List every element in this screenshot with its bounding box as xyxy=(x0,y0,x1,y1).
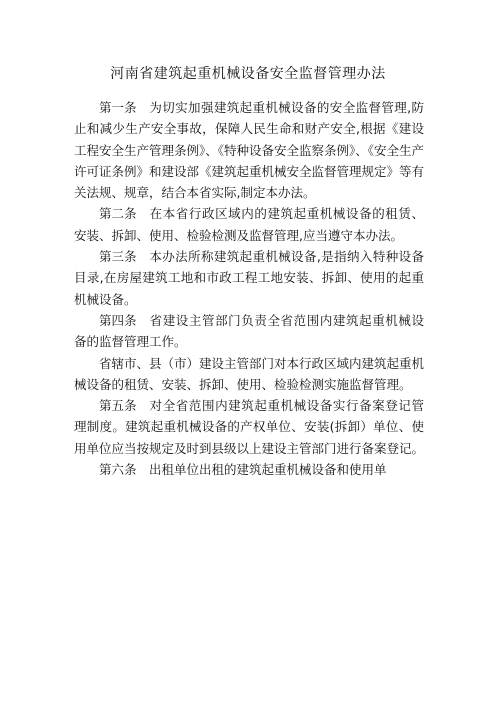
paragraph-article-4 xyxy=(74,310,424,353)
paragraph-article-6 xyxy=(74,459,424,480)
paragraph-article-5 xyxy=(74,395,424,459)
paragraph-article-2 xyxy=(74,203,424,246)
article-number: 第四条 xyxy=(99,312,137,328)
article-number: 第一条 xyxy=(99,100,137,115)
paragraph-text: 本办法所称建筑起重机械设备,是指纳入特种设备目录,在房屋建筑工地和市政工程工地安装、拆卸、使用的起重机械设备。 xyxy=(74,249,424,307)
paragraph-text: 对全省范围内建筑起重机械设备实行备案登记管理制度。建筑起重机械设备的产权单位、安装(拆卸）单位、使用单位应当按规定及时到县级以上建设主管部门进行备案登记。 xyxy=(74,398,425,456)
document-title: 河南省建筑起重机械设备安全监督管理办法 xyxy=(110,66,386,82)
paragraph-article-3 xyxy=(74,246,424,310)
paragraph-article-1 xyxy=(74,97,424,203)
article-number: 第三条 xyxy=(99,249,137,265)
document-body xyxy=(74,97,424,480)
article-number: 第六条 xyxy=(99,462,137,478)
paragraph-text: 为切实加强建筑起重机械设备的安全监督管理,防止和减少生产安全事故，保障人民生命和财产安全,根据《建设工程安全生产管理条例》、《特种设备安全监察条例》、《安全生产许可证条例》和建设部《建筑起重机械安全监督管理规定》等有关法规、规章，结合本省实际,制定本办法。 xyxy=(74,100,425,201)
article-number: 第二条 xyxy=(99,206,137,222)
paragraph-article-4-continued xyxy=(74,353,424,396)
article-number: 第五条 xyxy=(99,398,137,414)
paragraph-text: 出租单位出租的建筑起重机械设备和使用单 xyxy=(149,462,387,478)
paragraph-text: 省辖市、县（市）建设主管部门对本行政区域内建筑起重机械设备的租赁、安装、拆卸、使用、检验检测实施监督管理。 xyxy=(74,355,425,392)
paragraph-text: 省建设主管部门负责全省范围内建筑起重机械设备的监督管理工作。 xyxy=(74,312,424,350)
paragraph-text: 在本省行政区域内的建筑起重机械设备的租赁、安装、拆卸、使用、检验检测及监督管理,应当遵守本办法。 xyxy=(74,206,424,243)
